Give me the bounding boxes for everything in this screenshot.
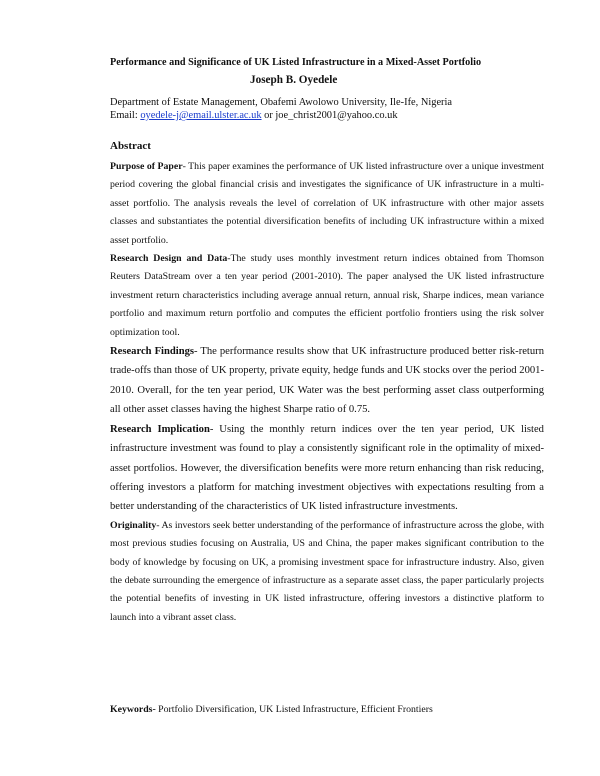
section-text: - As investors seek better understanding of the performance of infrastructure across the globe, with most previous studies focusing on Australia, US and China, the paper makes significant contribution to the body of knowledge by focusing on UK, a promising investment space for infrastructure industry. Also, given the debate surrounding the emergence of infrastructure as a separate asset class, the paper particularly projects the potential benefits of investing in UK listed infrastructure, offering investors a distinctive platform to launch into a vibrant asset class. xyxy=(110,519,544,623)
author-name: Joseph B. Oyedele xyxy=(250,74,338,86)
email-line xyxy=(110,109,452,122)
section-text: - This paper examines the performance of UK listed infrastructure over a unique investment period covering the global financial crisis and investigates the significance of UK infrastructure in a multi-asset portfolio. The analysis reveals the level of correlation of UK infrastructure with other major assets classes and substantiates the potential diversification benefits of including UK infrastructure within a mixed asset portfolio. xyxy=(110,161,544,246)
keywords-text: Portfolio Diversification, UK Listed Infrastructure, Efficient Frontiers xyxy=(155,704,433,715)
keywords-label: Keywords- xyxy=(110,704,156,715)
section-text: - Using the monthly return indices over the ten year period, UK listed infrastructure investment was found to play a consistently significant role in the optimality of mixed-asset portfolios. However, the diversification benefits were more return enhancing than risk reducing, offering investors a platform for matching investment objectives with expectations resulting from a better understanding of the characteristics of UK listed infrastructure investments. xyxy=(110,423,544,513)
abstract-body xyxy=(110,158,544,627)
section-label: Originality xyxy=(110,519,157,531)
section-research-findings xyxy=(110,342,544,420)
section-label: Research Design and Data xyxy=(110,253,228,265)
section-research-design xyxy=(110,250,544,342)
section-text: - The performance results show that UK infrastructure produced better risk-return trade-offs than those of UK property, private equity, hedge funds and UK stocks over the period 2001-2010. Overall, for the ten year period, UK Water was the best performing asset class outperforming all other asset classes having the highest Sharpe ratio of 0.75. xyxy=(110,346,544,416)
section-label: Purpose of Paper xyxy=(110,161,183,172)
email-secondary: or joe_christ2001@yahoo.co.uk xyxy=(261,110,398,121)
keywords-line xyxy=(110,704,433,715)
section-purpose xyxy=(110,158,544,250)
email-prefix: Email: xyxy=(110,110,141,121)
abstract-heading: Abstract xyxy=(110,140,151,152)
section-label: Research Implication xyxy=(110,423,210,435)
section-text: -The study uses monthly investment return indices obtained from Thomson Reuters DataStream over a ten year period (2001-2010). The paper analysed the UK listed infrastructure investment return characteristics including average annual return, annual risk, Sharpe indices, mean variance portfolio and maximum return portfolio and computes the efficient portfolio frontiers using the risk solver optimization tool. xyxy=(110,253,544,338)
email-link[interactable]: oyedele-j@email.ulster.ac.uk xyxy=(140,110,262,121)
paper-title: Performance and Significance of UK Listed Infrastructure in a Mixed-Asset Portfolio xyxy=(110,57,482,68)
affiliation: Department of Estate Management, Obafemi Awolowo University, Ile-Ife, Nigeria xyxy=(110,97,453,108)
affiliation-block xyxy=(110,96,452,122)
section-label: Research Findings xyxy=(110,346,195,358)
section-research-implication xyxy=(110,420,544,517)
section-originality xyxy=(110,517,544,627)
